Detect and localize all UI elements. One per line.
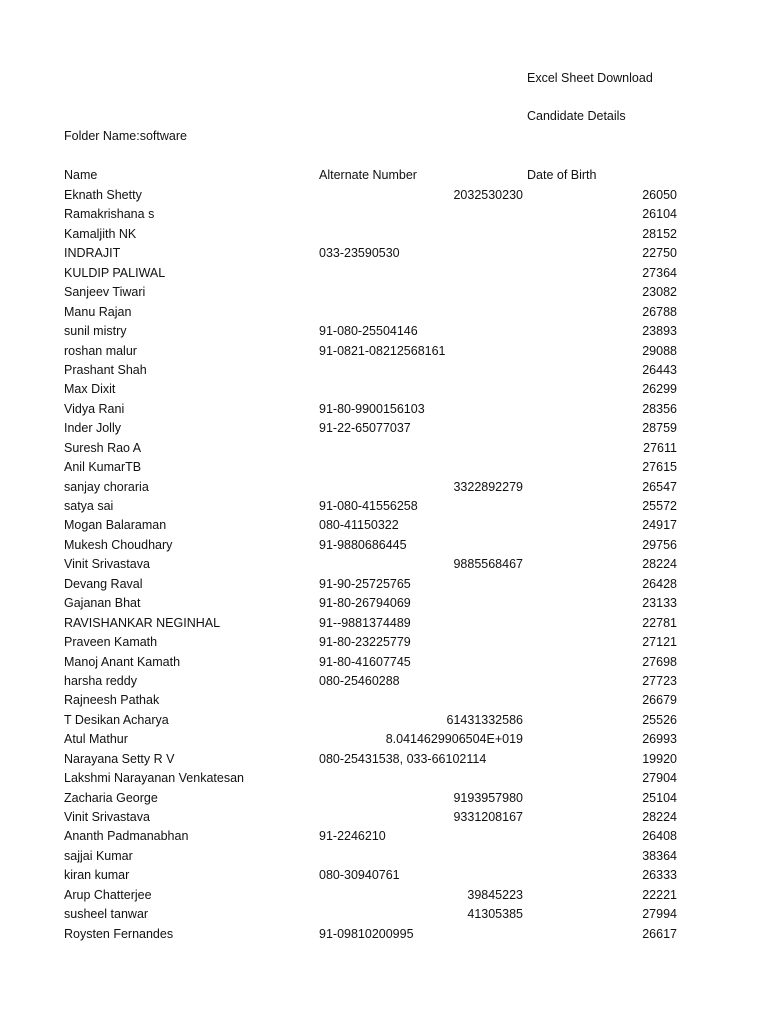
alternate-number-numeric: 9331208167 — [453, 810, 523, 824]
date-of-birth: 26547 — [642, 479, 677, 494]
alternate-number: 080-25460288 — [319, 673, 400, 688]
table-row — [0, 479, 768, 498]
candidate-name: Suresh Rao A — [64, 440, 142, 455]
table-row — [0, 265, 768, 284]
alternate-number: 080-41150322 — [319, 518, 399, 533]
table-row — [0, 809, 768, 828]
date-of-birth: 27994 — [642, 907, 677, 922]
alternate-number-numeric: 8.0414629906504E+019 — [385, 732, 523, 747]
table-row — [0, 362, 768, 381]
column-header-name: Name — [64, 168, 98, 182]
date-of-birth: 27698 — [642, 654, 677, 669]
alternate-number-numeric: 41305385 — [467, 907, 523, 922]
date-of-birth: 22221 — [642, 887, 677, 902]
sheet-subtitle: Candidate Details — [527, 109, 626, 123]
table-row — [0, 731, 768, 750]
alternate-number: 91-90-25725765 — [319, 576, 411, 591]
table-row — [0, 848, 768, 867]
table-row — [0, 556, 768, 575]
table-row — [0, 673, 768, 692]
table-row — [0, 770, 768, 789]
alternate-number: 91-80-9900156103 — [319, 401, 425, 416]
alternate-number: 91-22-65077037 — [319, 421, 411, 436]
candidate-name: Arup Chatterjee — [64, 887, 152, 902]
folder-name: Folder Name:software — [64, 129, 187, 143]
candidate-name: harsha reddy — [64, 673, 137, 688]
date-of-birth: 26443 — [642, 362, 677, 377]
table-row — [0, 440, 768, 459]
alternate-number-numeric: 39845223 — [467, 887, 523, 902]
date-of-birth: 26299 — [642, 382, 677, 397]
table-row — [0, 304, 768, 323]
table-row — [0, 245, 768, 264]
table-row — [0, 537, 768, 556]
date-of-birth: 23893 — [642, 324, 677, 339]
alternate-number: 91-0821-08212568161 — [319, 343, 446, 358]
candidate-name: Rajneesh Pathak — [64, 693, 160, 708]
alternate-number: 91-9880686445 — [319, 537, 407, 552]
alternate-number-numeric: 9193957980 — [453, 790, 523, 805]
candidate-name: Anil KumarTB — [64, 460, 142, 475]
date-of-birth: 25572 — [642, 499, 677, 513]
alternate-number-numeric: 9885568467 — [453, 557, 523, 572]
alternate-number: 080-30940761 — [319, 868, 400, 883]
candidate-name: Prashant Shah — [64, 362, 147, 377]
date-of-birth: 24917 — [642, 518, 677, 533]
candidate-name: Vinit Srivastava — [64, 810, 150, 824]
date-of-birth: 26679 — [642, 693, 677, 708]
alternate-number-numeric: 61431332586 — [446, 712, 523, 727]
table-row — [0, 887, 768, 906]
date-of-birth: 26993 — [642, 732, 677, 747]
alternate-number-numeric: 2032530230 — [453, 188, 523, 202]
date-of-birth: 26050 — [642, 188, 677, 202]
alternate-number: 91-2246210 — [319, 829, 386, 844]
alternate-number: 91-80-41607745 — [319, 654, 411, 669]
date-of-birth: 22781 — [642, 615, 677, 630]
table-row — [0, 459, 768, 478]
date-of-birth: 26104 — [642, 207, 677, 222]
table-row — [0, 401, 768, 420]
table-row — [0, 343, 768, 362]
date-of-birth: 29756 — [642, 537, 677, 552]
candidate-name: Devang Raval — [64, 576, 143, 591]
date-of-birth: 28224 — [642, 810, 677, 824]
table-row — [0, 595, 768, 614]
candidate-name: Roysten Fernandes — [64, 926, 174, 941]
candidate-name: sanjay choraria — [64, 479, 149, 494]
alternate-number: 91-80-23225779 — [319, 635, 411, 650]
date-of-birth: 25526 — [642, 712, 677, 727]
alternate-number: 91-09810200995 — [319, 926, 414, 941]
date-of-birth: 28759 — [642, 421, 677, 436]
date-of-birth: 26617 — [642, 926, 677, 941]
date-of-birth: 29088 — [642, 343, 677, 358]
date-of-birth: 26788 — [642, 304, 677, 319]
sheet-title: Excel Sheet Download — [527, 71, 653, 85]
table-row — [0, 576, 768, 595]
table-row — [0, 323, 768, 342]
candidate-name: Manoj Anant Kamath — [64, 654, 181, 669]
candidate-name: Max Dixit — [64, 382, 116, 397]
table-row — [0, 692, 768, 711]
table-row — [0, 420, 768, 439]
date-of-birth: 23082 — [642, 285, 677, 300]
candidate-name: susheel tanwar — [64, 907, 149, 922]
candidate-name: kiran kumar — [64, 868, 130, 883]
column-header-date-of-birth: Date of Birth — [527, 168, 597, 182]
table-row — [0, 381, 768, 400]
alternate-number: 080-25431538, 033-66102114 — [319, 751, 487, 766]
table-row — [0, 634, 768, 653]
table-row — [0, 828, 768, 847]
date-of-birth: 22750 — [642, 246, 677, 261]
candidate-name: Gajanan Bhat — [64, 596, 141, 611]
alternate-number: 91-080-41556258 — [319, 499, 418, 513]
candidate-name: Ananth Padmanabhan — [64, 829, 189, 844]
date-of-birth: 27904 — [642, 771, 677, 786]
table-row — [0, 206, 768, 225]
table-row — [0, 790, 768, 809]
alternate-number: 91-080-25504146 — [319, 324, 418, 339]
date-of-birth: 38364 — [642, 848, 677, 863]
candidate-name: Kamaljith NK — [64, 226, 137, 241]
alternate-number: 033-23590530 — [319, 246, 400, 261]
date-of-birth: 23133 — [642, 596, 677, 611]
date-of-birth: 26408 — [642, 829, 677, 844]
candidate-name: sajjai Kumar — [64, 848, 133, 863]
candidate-name: Narayana Setty R V — [64, 751, 175, 766]
table-row — [0, 517, 768, 536]
table-row — [0, 712, 768, 731]
date-of-birth: 27121 — [642, 635, 677, 650]
alternate-number: 91-80-26794069 — [319, 596, 411, 611]
candidate-name: T Desikan Acharya — [64, 712, 169, 727]
candidate-name: INDRAJIT — [64, 246, 121, 261]
date-of-birth: 27723 — [642, 673, 677, 688]
date-of-birth: 28152 — [642, 226, 677, 241]
candidate-name: Mukesh Choudhary — [64, 537, 173, 552]
candidate-table — [0, 187, 768, 945]
table-row — [0, 751, 768, 770]
candidate-name: roshan malur — [64, 343, 137, 358]
table-row — [0, 226, 768, 245]
candidate-name: Sanjeev Tiwari — [64, 285, 146, 300]
date-of-birth: 28356 — [642, 401, 677, 416]
date-of-birth: 28224 — [642, 557, 677, 572]
table-row — [0, 284, 768, 303]
date-of-birth: 27615 — [642, 460, 677, 475]
candidate-name: Vidya Rani — [64, 401, 125, 416]
candidate-name: Atul Mathur — [64, 732, 128, 747]
candidate-name: Vinit Srivastava — [64, 557, 150, 572]
column-header-alternate-number: Alternate Number — [319, 168, 417, 182]
alternate-number-numeric: 3322892279 — [453, 479, 523, 494]
candidate-name: Manu Rajan — [64, 304, 132, 319]
table-row — [0, 498, 768, 517]
date-of-birth: 26428 — [642, 576, 677, 591]
table-row — [0, 926, 768, 945]
table-row — [0, 867, 768, 886]
candidate-name: Inder Jolly — [64, 421, 121, 436]
candidate-name: Mogan Balaraman — [64, 518, 167, 533]
candidate-name: Lakshmi Narayanan Venkatesan — [64, 771, 244, 786]
candidate-name: Eknath Shetty — [64, 188, 142, 202]
table-row — [0, 906, 768, 925]
date-of-birth: 26333 — [642, 868, 677, 883]
table-row — [0, 654, 768, 673]
date-of-birth: 27611 — [643, 440, 677, 455]
candidate-name: RAVISHANKAR NEGINHAL — [64, 615, 221, 630]
date-of-birth: 27364 — [642, 265, 677, 280]
candidate-name: KULDIP PALIWAL — [64, 265, 166, 280]
candidate-name: Praveen Kamath — [64, 635, 158, 650]
candidate-name: satya sai — [64, 499, 114, 513]
table-row — [0, 615, 768, 634]
date-of-birth: 25104 — [642, 790, 677, 805]
table-row — [0, 187, 768, 206]
date-of-birth: 19920 — [642, 751, 677, 766]
alternate-number: 91--9881374489 — [319, 615, 411, 630]
candidate-name: Ramakrishana s — [64, 207, 155, 222]
candidate-name: Zacharia George — [64, 790, 158, 805]
candidate-name: sunil mistry — [64, 324, 127, 339]
